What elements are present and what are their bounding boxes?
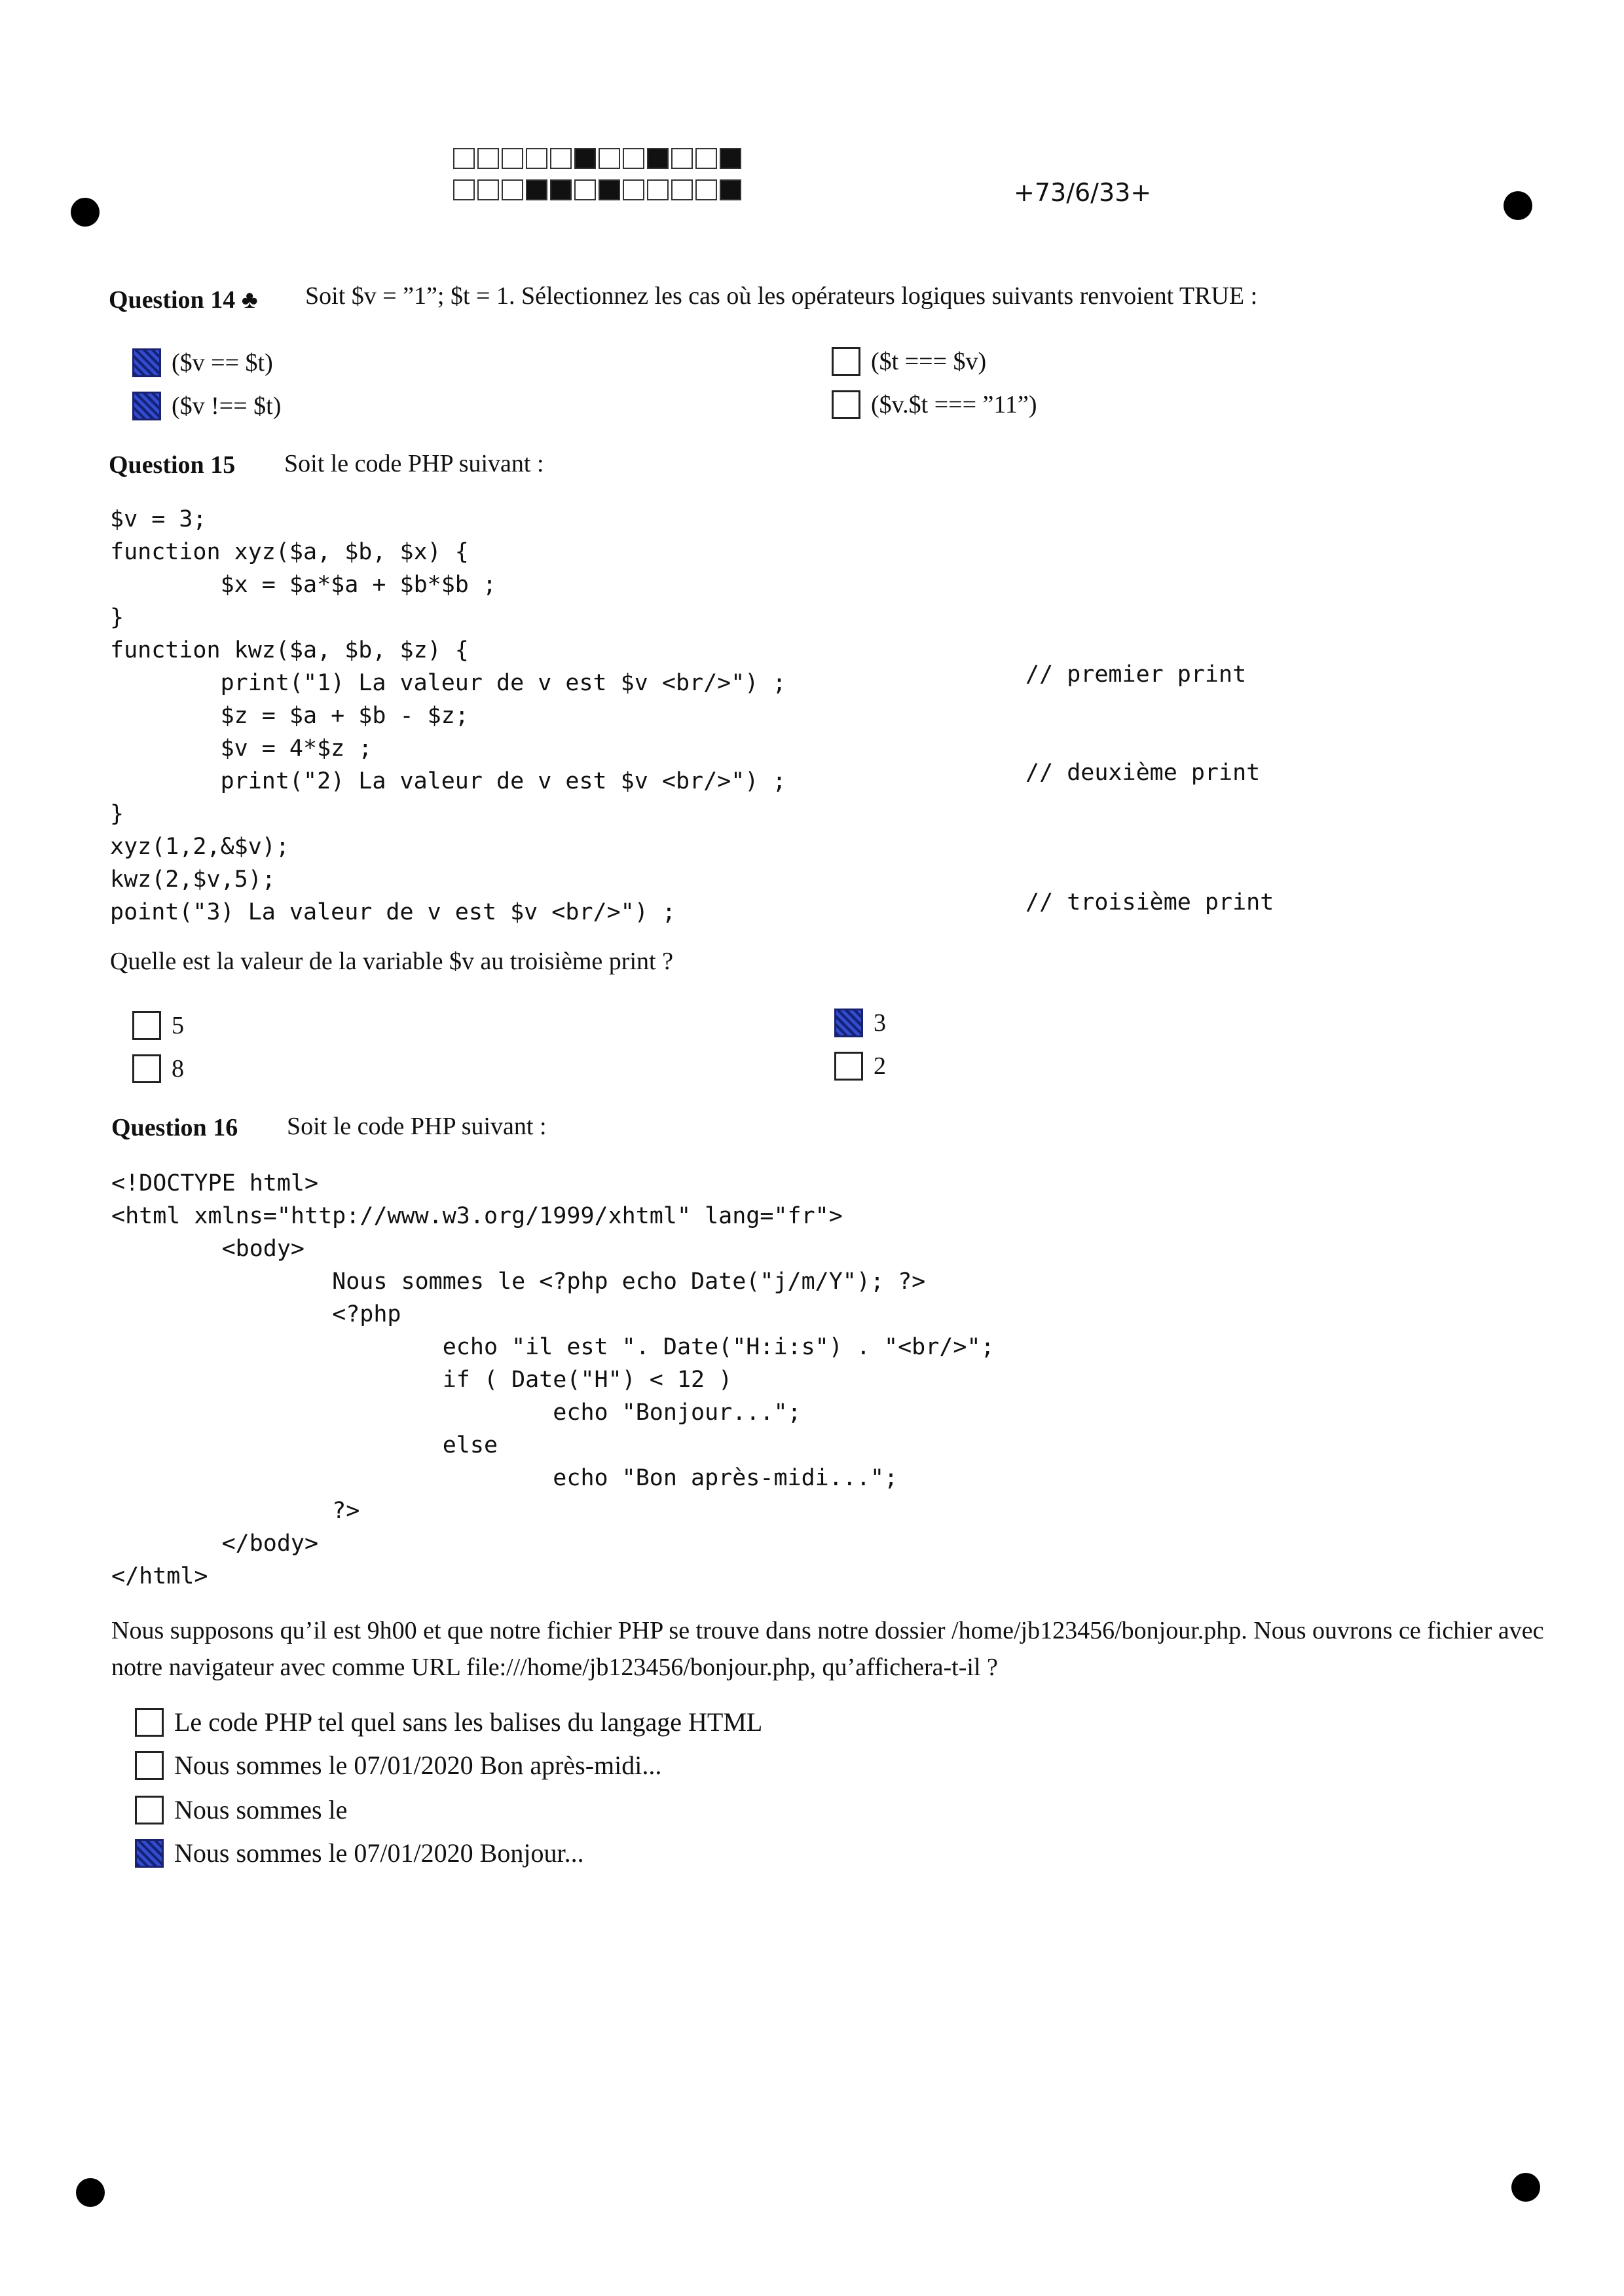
q15-question: Quelle est la valeur de la variable $v au troisième print ? [110, 948, 673, 975]
q15-comment-deuxieme: // deuxième print [1025, 760, 1261, 786]
corner-mark-top-left [71, 198, 100, 227]
q16-option-4[interactable] [135, 1838, 584, 1868]
page-id: +73/6/33+ [1014, 178, 1152, 207]
corner-mark-bottom-left [76, 2178, 105, 2207]
checkbox[interactable] [135, 1796, 164, 1824]
q15-option-8[interactable] [132, 1054, 184, 1083]
option-label: 2 [874, 1052, 886, 1080]
question-15-prompt: Soit le code PHP suivant : [284, 450, 544, 477]
q15-option-2[interactable] [834, 1052, 886, 1081]
barcode-row-1 [453, 148, 762, 170]
checkbox[interactable] [132, 1054, 161, 1083]
checkbox[interactable] [834, 1052, 863, 1081]
q14-option-1[interactable] [132, 348, 273, 377]
option-label: 8 [172, 1055, 184, 1083]
checkbox-checked[interactable] [834, 1009, 863, 1037]
q15-comment-premier: // premier print [1025, 661, 1247, 688]
option-label: 5 [172, 1012, 184, 1039]
q14-option-4[interactable] [832, 390, 1037, 419]
q15-option-5[interactable] [132, 1011, 184, 1040]
checkbox[interactable] [832, 390, 860, 419]
corner-mark-top-right [1504, 191, 1532, 220]
q16-option-2[interactable] [135, 1750, 661, 1781]
q16-question: Nous supposons qu’il est 9h00 et que notre fichier PHP se trouve dans notre dossier /home/jb123456/bonjour.php. Nous ouvrons ce fichier avec notre navigateur avec comme URL file:///home/jb123456/bonjour.php, qu’affichera-t-il ? [111, 1617, 1544, 1681]
option-label: Nous sommes le 07/01/2020 Bonjour... [174, 1838, 584, 1868]
question-16-prompt: Soit le code PHP suivant : [287, 1113, 547, 1140]
option-label: ($v == $t) [172, 349, 273, 377]
question-14-title: Question 14 ♣ [109, 286, 258, 314]
barcode-row-2 [453, 179, 762, 202]
q14-option-3[interactable] [832, 347, 986, 376]
q14-option-2[interactable] [132, 392, 281, 420]
option-label: Nous sommes le 07/01/2020 Bon après-midi... [174, 1750, 662, 1780]
question-14-prompt: Soit $v = ”1”; $t = 1. Sélectionnez les cas où les opérateurs logiques suivants renvoient TRUE : [305, 282, 1258, 310]
checkbox-checked[interactable] [132, 392, 161, 420]
corner-mark-bottom-right [1511, 2173, 1540, 2202]
q16-code-block: <!DOCTYPE html> <html xmlns="http://www.w3.org/1999/xhtml" lang="fr"> <body> Nous sommes le <?php echo Date("j/m/Y"); ?> <?php echo "il est ". Date("H:i:s") . "<br/>"; if ( Date("H") < 12 ) echo "Bonjour..."; else echo "Bon après-midi..."; ?> </body> </html> [111, 1170, 995, 1589]
option-label: Nous sommes le [174, 1795, 348, 1824]
q16-option-3[interactable] [135, 1794, 347, 1825]
option-label: ($t === $v) [871, 348, 987, 375]
option-label: ($v.$t === ”11”) [871, 391, 1037, 418]
option-label: Le code PHP tel quel sans les balises du langage HTML [174, 1707, 763, 1737]
q16-option-1[interactable] [135, 1707, 762, 1737]
option-label: 3 [874, 1009, 886, 1037]
question-16-title: Question 16 [111, 1114, 238, 1141]
checkbox-checked[interactable] [135, 1839, 164, 1868]
q15-comment-troisieme: // troisième print [1025, 889, 1274, 916]
q15-option-3[interactable] [834, 1009, 886, 1037]
checkbox[interactable] [132, 1011, 161, 1040]
checkbox[interactable] [135, 1708, 164, 1737]
question-15-title: Question 15 [109, 451, 236, 479]
option-label: ($v !== $t) [172, 392, 282, 420]
checkbox-checked[interactable] [132, 348, 161, 377]
q15-code-block: $v = 3; function xyz($a, $b, $x) { $x = $a*$a + $b*$b ; } function kwz($a, $b, $z) { print("1) La valeur de v est $v <br/>") ; $z = $a + $b - $z; $v = 4*$z ; print("2) La valeur de v est $v <br/>") ; } xyz(1,2,&$v); kwz(2,$v,5); point("3) La valeur de v est $v <br/>") ; [110, 506, 786, 925]
checkbox[interactable] [832, 347, 860, 376]
checkbox[interactable] [135, 1751, 164, 1780]
